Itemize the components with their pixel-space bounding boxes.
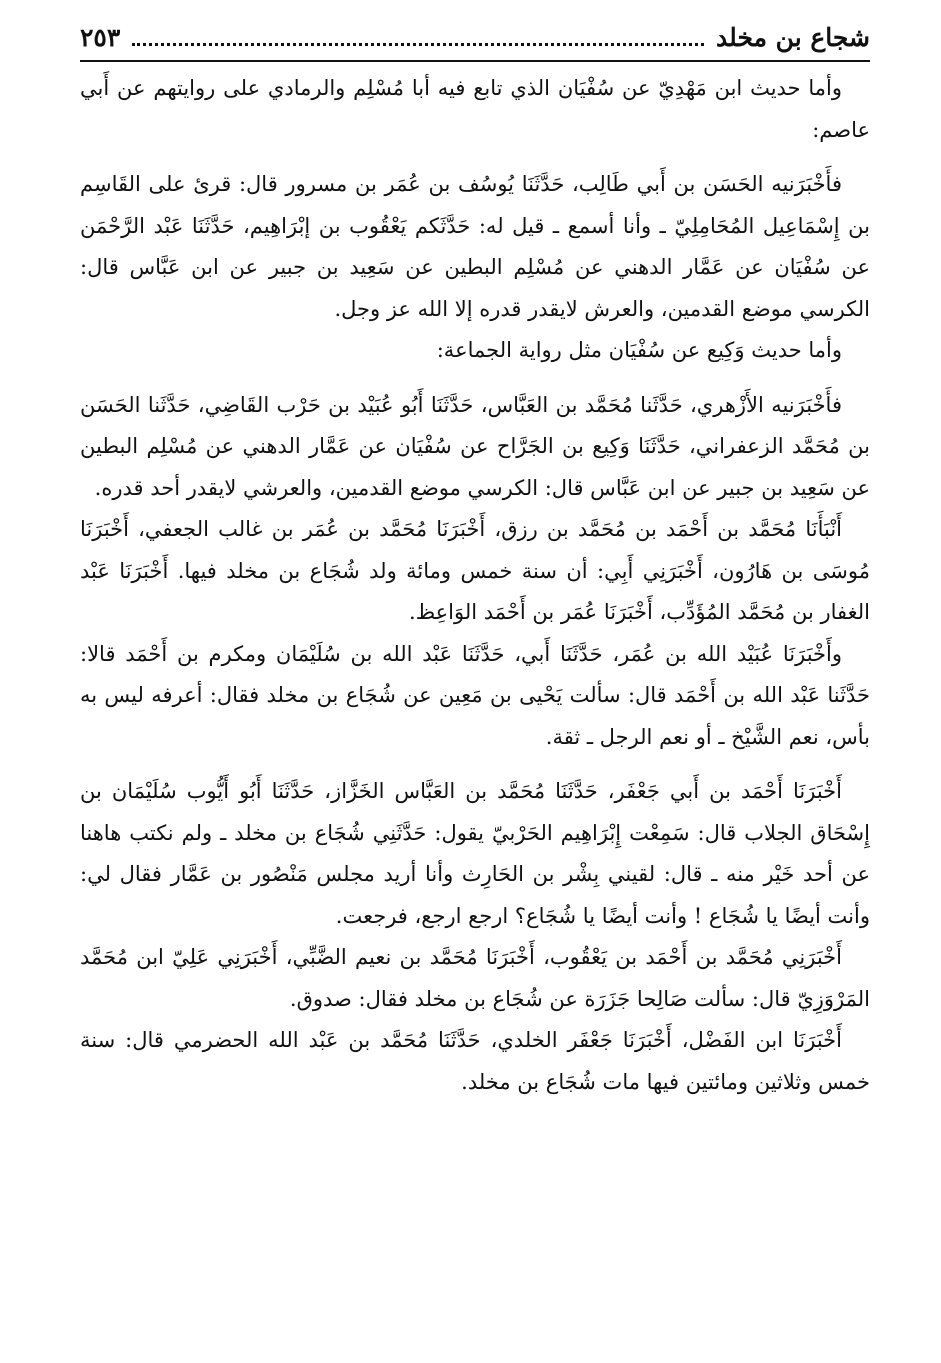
paragraph-1: وأما حديث ابن مَهْدِيّ عن سُفْيَان الذي تابع فيه أبا مُسْلِم والرمادي على روايتهم عن أَبي عاصم: [80,76,870,142]
running-title: شجاع بن مخلد [716,23,870,52]
page-body [80,68,870,1103]
dotted-leader [132,43,704,46]
running-header [80,18,870,62]
page-number: ٢٥٣ [80,23,121,52]
paragraph-8: أَخْبَرَنِي مُحَمَّد بن أَحْمَد بن يَعْقُوب، أَخْبَرَنَا مُحَمَّد بن نعيم الضَّبِّي، أَخْبَرَنِي عَلِيّ ابن مُحَمَّد المَرْوَزِيّ قال: سألت صَالِحا جَزَرَة عن شُجَاع بن مخلد فقال: صدوق. [80,945,870,1011]
book-page [80,18,870,1103]
paragraph-2: فأَخْبَرَنيه الحَسَن بن أَبي طَالِب، حَدَّثَنَا يُوسُف بن عُمَر بن مسرور قال: قرئ على القَاسِم بن إِسْمَاعِيل المُحَامِلِيّ ـ وأنا أسمع ـ قيل له: حَدَّثَكم يَعْقُوب بن إبْرَاهِيم، حَدَّثَنَا عَبْد الرَّحْمَن عن سُفْيَان عن عَمَّار الدهني عن مُسْلِم البطين عن سَعِيد بن جبير عن ابن عَبَّاس قال: الكرسي موضع القدمين، والعرش لايقدر قدره إلا الله عز وجل. [80,172,870,321]
paragraph-7: أَخْبَرَنَا أَحْمَد بن أَبي جَعْفَر، حَدَّثَنَا مُحَمَّد بن العَبَّاس الخَزَّاز، حَدَّثَنَا أَبُو أَيُّوب سُلَيْمَان بن إِسْحَاق الجلاب قال: سَمِعْت إِبْرَاهِيم الحَرْبيّ يقول: حَدَّثَنِي شُجَاع بن مخلد ـ ولم نكتب هاهنا عن أحد خَيْر منه ـ قال: لقيني بِشْر بن الحَارِث وأنا أريد مجلس مَنْصُور بن عَمَّار فقال لي: وأنت أيضًا يا شُجَاع ! وأنت أيضًا يا شُجَاع؟ ارجع ارجع، فرجعت. [80,779,870,928]
paragraph-6: وأَخْبَرَنَا عُبَيْد الله بن عُمَر، حَدَّثَنَا أَبي، حَدَّثَنَا عَبْد الله بن سُلَيْمَان ومكرم بن أَحْمَد قالا: حَدَّثَنا عَبْد الله بن أَحْمَد قال: سألت يَحْيى بن مَعِين عن شُجَاع بن مخلد فقال: أعرفه ليس به بأس، نعم الشَّيْخ ـ أو نعم الرجل ـ ثقة. [80,641,870,749]
paragraph-3: وأما حديث وَكِيع عن سُفْيَان مثل رواية الجماعة: [436,338,842,362]
paragraph-4: فأَخْبَرَنيه الأَزْهري، حَدَّثَنا مُحَمَّد بن العَبَّاس، حَدَّثَنَا أَبُو عُبَيْد بن حَرْب القَاضِي، حَدَّثَنا الحَسَن بن مُحَمَّد الزعفراني، حَدَّثَنَا وَكِيع بن الجَرَّاح عن سُفْيَان عن عَمَّار الدهني عن مُسْلِم البطين عن سَعِيد بن جبير عن ابن عَبَّاس قال: الكرسي موضع القدمين، والعرشي لايقدر أحد قدره. [80,392,870,500]
paragraph-9: أَخْبَرَنَا ابن الفَضْل، أَخْبَرَنَا جَعْفَر الخلدي، حَدَّثَنَا مُحَمَّد بن عَبْد الله الحضرمي قال: سنة خمس وثلاثين ومائتين فيها مات شُجَاع بن مخلد. [80,1028,870,1094]
paragraph-5: أَنْبَأَنَا مُحَمَّد بن أَحْمَد بن مُحَمَّد بن رزق، أَخْبَرَنَا مُحَمَّد بن عُمَر بن غالب الجعفي، أَخْبَرَنَا مُوسَى بن هَارُون، أَخْبَرَنِي أَبِي: أن سنة خمس ومائة ولد شُجَاع بن مخلد فيها. أَخْبَرَنَا عَبْد الغفار بن مُحَمَّد المُؤَدِّب، أَخْبَرَنَا عُمَر بن أَحْمَد الوَاعِظ. [80,517,870,624]
